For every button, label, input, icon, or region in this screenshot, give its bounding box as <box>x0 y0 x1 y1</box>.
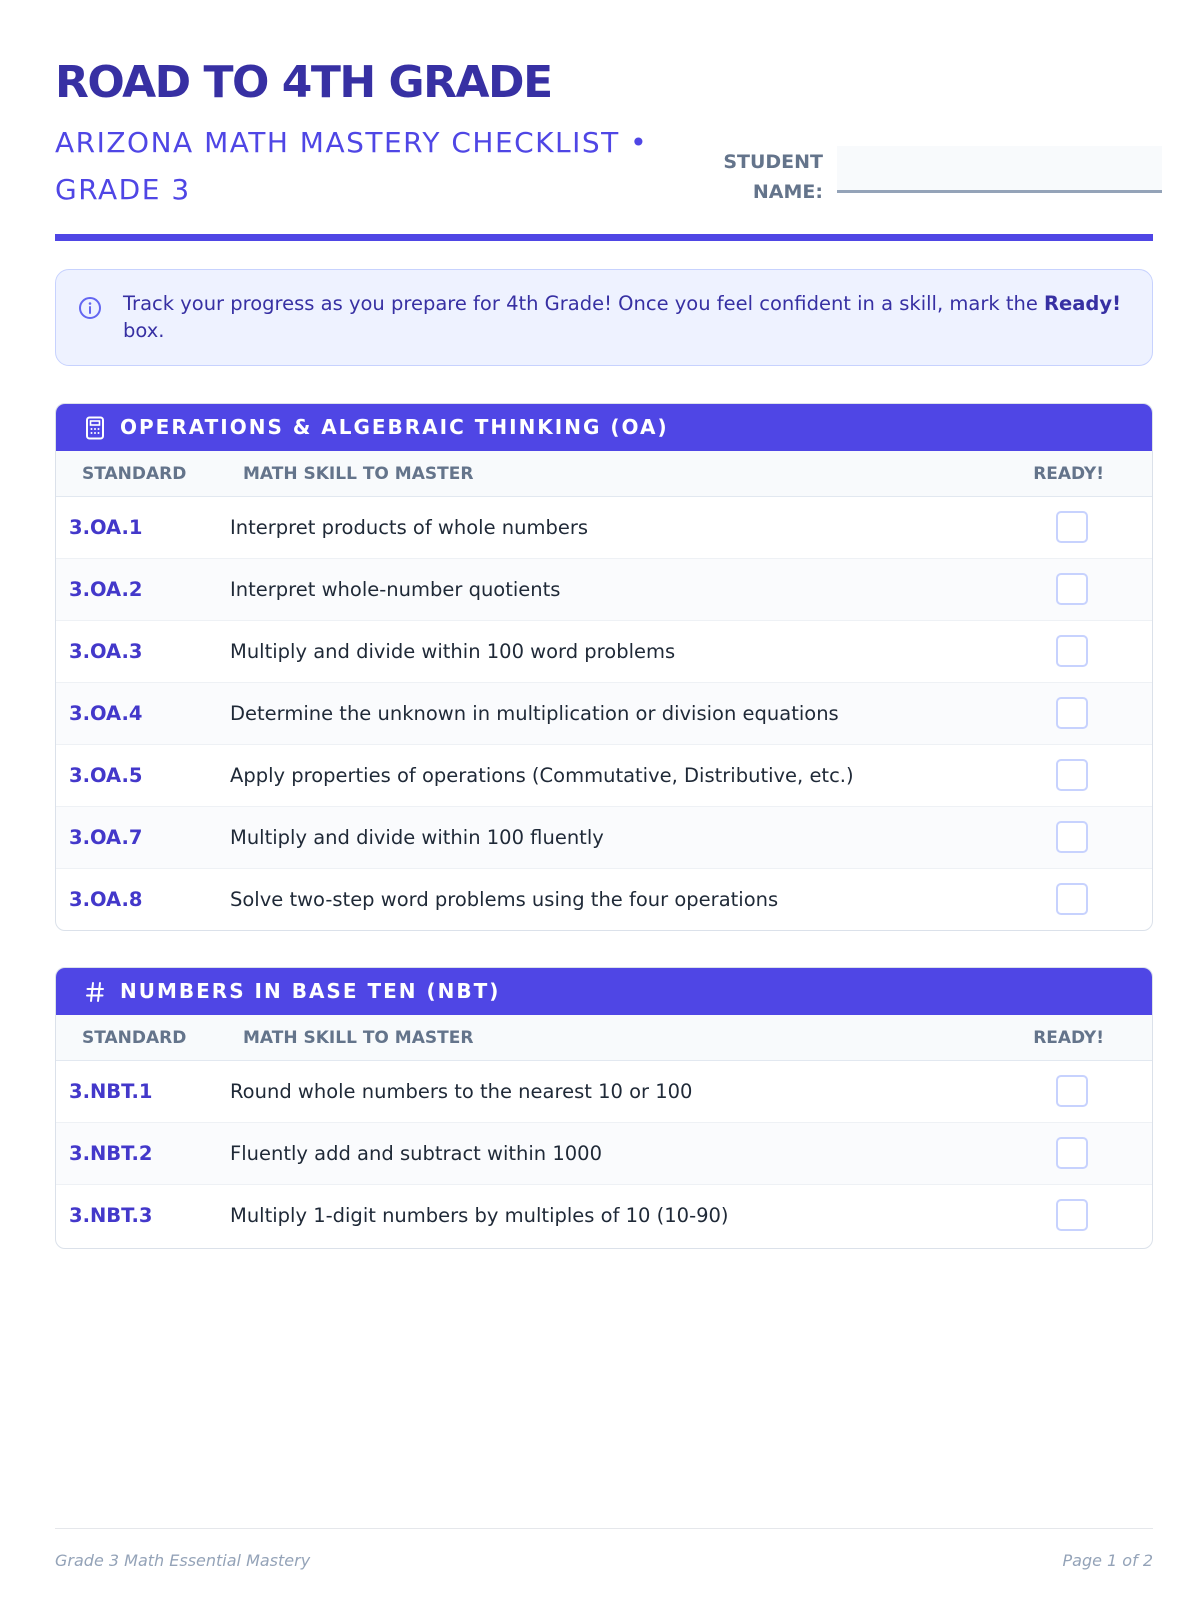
skill-text: Round whole numbers to the nearest 10 or 100 <box>230 1080 693 1103</box>
skill-text: Multiply 1-digit numbers by multiples of 10 (10-90) <box>230 1204 729 1227</box>
table-row <box>56 745 1152 807</box>
standard-code: 3.OA.4 <box>69 702 143 725</box>
table-row <box>56 559 1152 621</box>
student-name-group <box>713 147 1153 202</box>
section-title: OPERATIONS & ALGEBRAIC THINKING (OA) <box>120 415 669 439</box>
column-ready: READY! <box>1033 1028 1104 1048</box>
standard-code: 3.NBT.2 <box>69 1142 153 1165</box>
standard-code: 3.NBT.1 <box>69 1080 153 1103</box>
skill-text: Apply properties of operations (Commutative, Distributive, etc.) <box>230 764 854 787</box>
column-header-row <box>56 1015 1152 1061</box>
column-header-row <box>56 451 1152 497</box>
column-skill: MATH SKILL TO MASTER <box>243 1028 474 1048</box>
info-text-bold: Ready! <box>1044 292 1121 315</box>
skill-text: Determine the unknown in multiplication or division equations <box>230 702 839 725</box>
column-standard: STANDARD <box>82 1028 187 1048</box>
ready-checkbox[interactable] <box>1056 511 1088 543</box>
standard-code: 3.OA.5 <box>69 764 143 787</box>
skill-text: Interpret whole-number quotients <box>230 578 561 601</box>
info-text-after: box. <box>123 319 165 342</box>
column-ready: READY! <box>1033 464 1104 484</box>
table-row <box>56 869 1152 931</box>
info-text <box>123 290 1133 344</box>
skill-text: Solve two-step word problems using the four operations <box>230 888 779 911</box>
footer-title: Grade 3 Math Essential Mastery <box>55 1551 311 1570</box>
ready-checkbox[interactable] <box>1056 1199 1088 1231</box>
hash-icon <box>84 980 106 1004</box>
column-standard: STANDARD <box>82 464 187 484</box>
standard-code: 3.OA.8 <box>69 888 143 911</box>
skill-text: Multiply and divide within 100 word problems <box>230 640 676 663</box>
table-row <box>56 497 1152 559</box>
section-title: NUMBERS IN BASE TEN (NBT) <box>120 979 501 1003</box>
table-row <box>56 1185 1152 1247</box>
ready-checkbox[interactable] <box>1056 573 1088 605</box>
ready-checkbox[interactable] <box>1056 697 1088 729</box>
calculator-icon <box>84 416 106 440</box>
footer <box>55 1528 1153 1582</box>
table-row <box>56 1123 1152 1185</box>
ready-checkbox[interactable] <box>1056 635 1088 667</box>
section-oa <box>55 403 1153 931</box>
standard-code: 3.OA.2 <box>69 578 143 601</box>
page-number: Page 1 of 2 <box>1062 1551 1153 1570</box>
ready-checkbox[interactable] <box>1056 883 1088 915</box>
section-nbt <box>55 967 1153 1249</box>
student-name-field[interactable] <box>837 146 1162 193</box>
info-banner <box>55 269 1153 366</box>
info-icon <box>78 296 102 320</box>
ready-checkbox[interactable] <box>1056 759 1088 791</box>
standard-code: 3.OA.3 <box>69 640 143 663</box>
page <box>55 0 1153 1600</box>
section-header <box>56 968 1152 1015</box>
page-title: ROAD TO 4TH GRADE <box>55 57 552 108</box>
standard-code: 3.OA.7 <box>69 826 143 849</box>
column-skill: MATH SKILL TO MASTER <box>243 464 474 484</box>
ready-checkbox[interactable] <box>1056 821 1088 853</box>
standard-code: 3.NBT.3 <box>69 1204 153 1227</box>
skill-text: Fluently add and subtract within 1000 <box>230 1142 602 1165</box>
skill-text: Multiply and divide within 100 fluently <box>230 826 604 849</box>
page-subtitle: ARIZONA MATH MASTERY CHECKLIST • GRADE 3 <box>55 126 649 206</box>
table-row <box>56 807 1152 869</box>
skill-text: Interpret products of whole numbers <box>230 516 589 539</box>
header <box>55 55 1153 241</box>
table-row <box>56 1061 1152 1123</box>
info-text-before: Track your progress as you prepare for 4th Grade! Once you feel confident in a skill, mark the <box>123 292 1045 315</box>
standard-code: 3.OA.1 <box>69 516 143 539</box>
ready-checkbox[interactable] <box>1056 1075 1088 1107</box>
student-name-label: STUDENT NAME: <box>723 151 823 203</box>
table-row <box>56 683 1152 745</box>
section-header <box>56 404 1152 451</box>
ready-checkbox[interactable] <box>1056 1137 1088 1169</box>
table-row <box>56 621 1152 683</box>
